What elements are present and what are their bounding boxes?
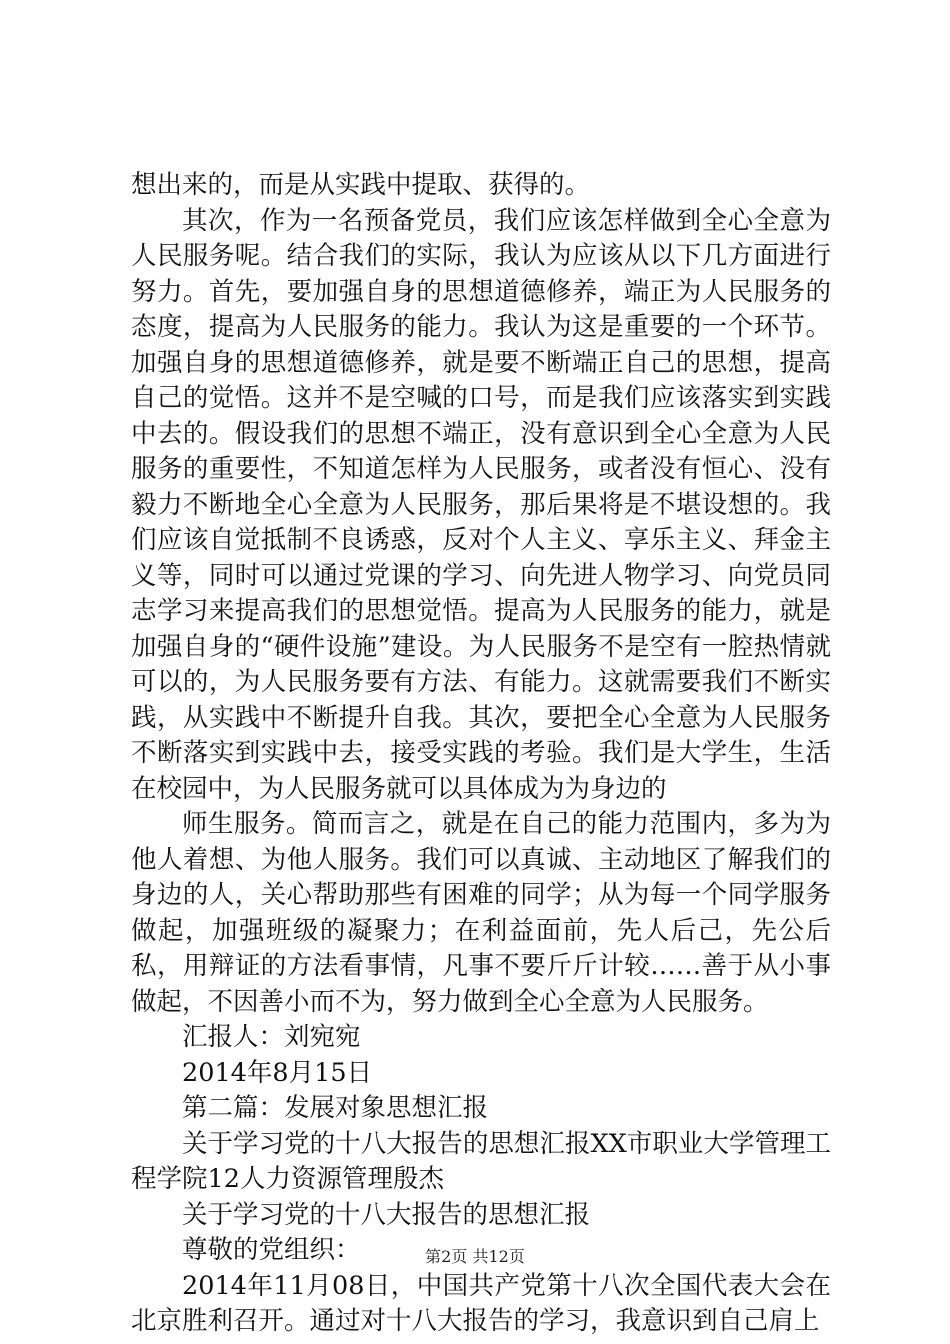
page-number: 第2页 bbox=[425, 1247, 468, 1266]
paragraph-serve-students: 师生服务。简而言之，就是在自己的能力范围内，多为为他人着想、为他人服务。我们可以真诚、主动地区了解我们的身边的人，关心帮助那些有困难的同学；从为每一个同学服务做起，加强班级的凝聚力；在利益面前，先人后己，先公后私，用辩证的方法看事情，凡事不要斤斤计较……善于从小事做起，不因善小而不为，努力做到全心全意为人民服务。 bbox=[131, 809, 831, 1017]
reporter-line: 汇报人：刘宛宛 bbox=[182, 1022, 361, 1052]
paragraph-continuation: 想出来的，而是从实践中提取、获得的。 bbox=[131, 170, 591, 200]
paragraph-congress: 2014年11月08日，中国共产党第十八次全国代表大会在北京胜利召开。通过对十八大报告的学习，我意识到自己肩上 bbox=[131, 1270, 831, 1336]
date-line: 2014年8月15日 bbox=[182, 1057, 373, 1088]
report-title: 关于学习党的十八大报告的思想汇报 bbox=[182, 1199, 591, 1230]
page-footer bbox=[0, 1244, 950, 1267]
document-body bbox=[131, 168, 831, 1340]
salutation: 尊敬的党组织： bbox=[182, 1235, 361, 1265]
report-title-with-author: 关于学习党的十八大报告的思想汇报XX市职业大学管理工程学院12人力资源管理殷杰 bbox=[131, 1128, 831, 1194]
paragraph-party-service: 其次，作为一名预备党员，我们应该怎样做到全心全意为人民服务呢。结合我们的实际，我认为应该从以下几方面进行努力。首先，要加强自身的思想道德修养，端正为人民服务的态度，提高为人民服务的能力。我认为这是重要的一个环节。加强自身的思想道德修养，就是要不断端正自己的思想，提高自己的觉悟。这并不是空喊的口号，而是我们应该落实到实践中去的。假设我们的思想不端正，没有意识到全心全意为人民服务的重要性，不知道怎样为人民服务，或者没有恒心、没有毅力不断地全心全意为人民服务，那后果将是不堪设想的。我们应该自觉抵制不良诱惑，反对个人主义、享乐主义、拜金主义等，同时可以通过党课的学习、向先进人物学习、向党员同志学习来提高我们的思想觉悟。提高为人民服务的能力，就是加强自身的“硬件设施”建设。为人民服务不是空有一腔热情就可以的，为人民服务要有方法、有能力。这就需要我们不断实践，从实践中不断提升自我。其次，要把全心全意为人民服务不断落实到实践中去，接受实践的考验。我们是大学生，生活在校园中，为人民服务就可以具体成为为身边的 bbox=[131, 205, 831, 804]
section-heading: 第二篇：发展对象思想汇报 bbox=[182, 1093, 489, 1123]
page-total: 共12页 bbox=[472, 1247, 525, 1266]
